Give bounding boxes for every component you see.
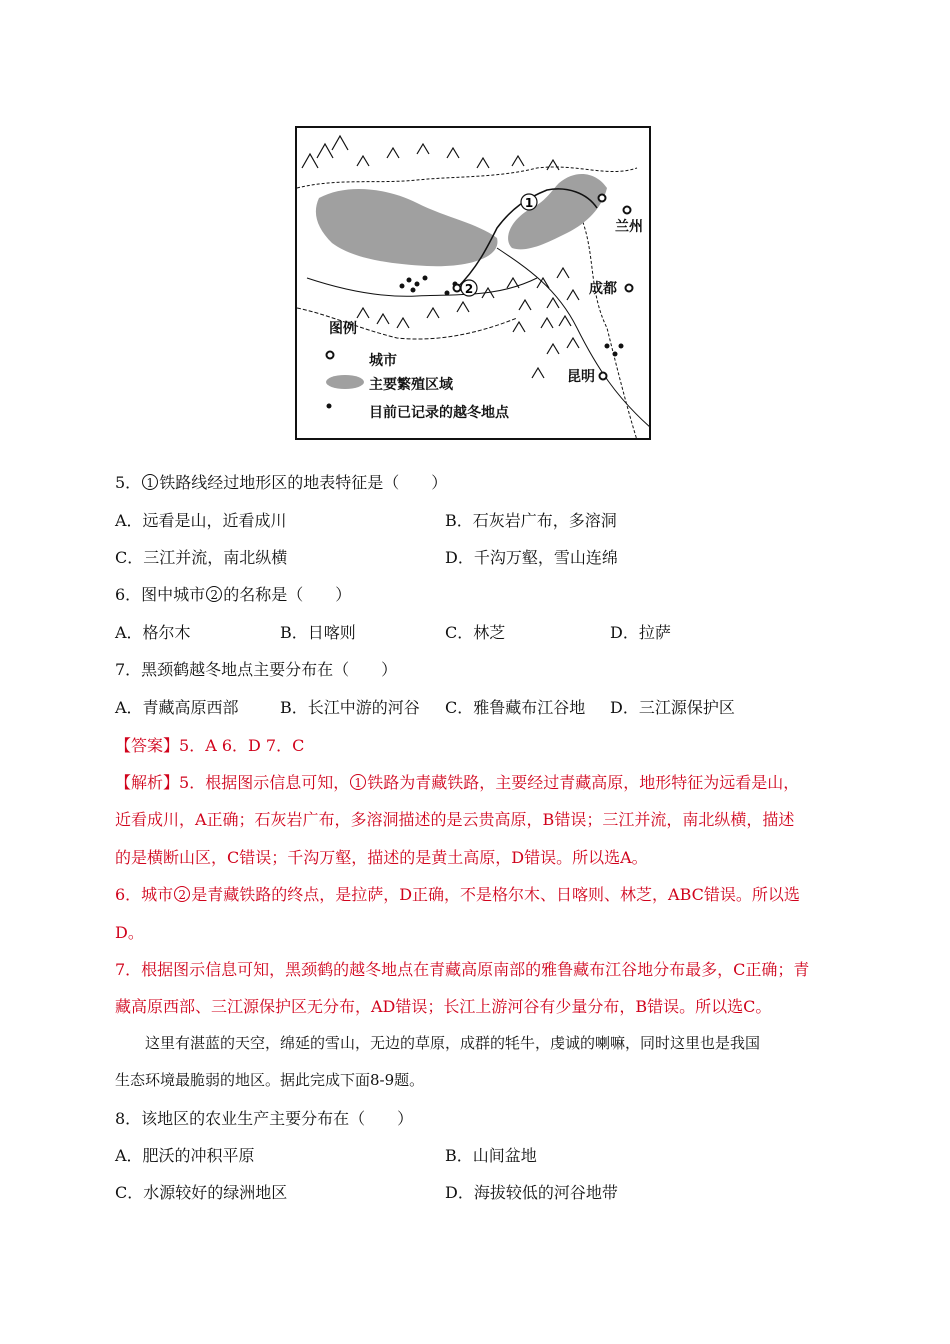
- analysis-p6-post: 是青藏铁路的终点，是拉萨，D正确，不是格尔木、日喀则、林芝，ABC错误。所以选: [191, 885, 800, 904]
- q8-stem: 8．该地区的农业生产主要分布在（ ）: [115, 1109, 414, 1128]
- analysis-p5-post: 铁路为青藏铁路，主要经过青藏高原，地形特征为远看是山，: [367, 773, 800, 792]
- city-label-kunming: 昆明: [567, 369, 595, 385]
- q5-option-d: D．千沟万壑，雪山连绵: [445, 548, 618, 567]
- legend-breeding: [325, 374, 453, 394]
- q6-option-a: A．格尔木: [115, 623, 191, 642]
- q7-option-c: C．雅鲁藏布江谷地: [445, 698, 586, 717]
- answer-line: [115, 733, 304, 756]
- q5-number: 5．: [115, 473, 142, 492]
- analysis-p7-line1: 7．根据图示信息可知，黑颈鹤的越冬地点在青藏高原南部的雅鲁藏布江谷地分布最多，C正确；青: [115, 960, 810, 979]
- breeding-areas: [316, 174, 607, 266]
- marker-1-label: 1: [524, 196, 534, 210]
- analysis-p6-line2: D。: [115, 923, 144, 942]
- analysis-p5-pre: 5．根据图示信息可知，: [179, 773, 350, 792]
- analysis-p6-ref-marker: 2: [174, 886, 190, 902]
- q6-stem-pre: 6．图中城市: [115, 585, 206, 604]
- analysis-label: 【解析】: [115, 773, 180, 792]
- q5-option-c: C．三江并流，南北纵横: [115, 548, 288, 567]
- q8-option-b: B．山间盆地: [445, 1146, 537, 1165]
- q6-stem: [115, 582, 351, 605]
- q6-ref-marker: 2: [206, 586, 222, 602]
- q5-ref-marker: 1: [142, 474, 158, 490]
- q8-option-a: A．肥沃的冲积平原: [115, 1146, 255, 1165]
- analysis-p5-line3: 的是横断山区，C错误；千沟万壑，描述的是黄土高原，D错误。所以选A。: [115, 848, 648, 867]
- q7-option-d: D．三江源保护区: [610, 698, 735, 717]
- q6-option-c: C．林芝: [445, 623, 506, 642]
- legend-city-label: 城市: [369, 353, 397, 369]
- legend-city: [325, 350, 397, 370]
- q8-option-c: C．水源较好的绿洲地区: [115, 1183, 288, 1202]
- q8-option-d: D．海拔较低的河谷地带: [445, 1183, 618, 1202]
- analysis-p7-line2: 藏高原西部、三江源保护区无分布，AD错误；长江上游河谷有少量分布，B错误。所以选C。: [115, 997, 772, 1016]
- q5-stem-text: 铁路线经过地形区的地表特征是（ ）: [159, 473, 448, 492]
- q5-option-a: A．远看是山，近看成川: [115, 511, 287, 530]
- legend-title: 图例: [329, 321, 357, 337]
- q6-option-b: B．日喀则: [280, 623, 356, 642]
- analysis-p5-line2: 近看成川，A正确；石灰岩广布，多溶洞描述的是云贵高原，B错误；三江并流，南北纵横，描述: [115, 810, 795, 829]
- answer-label: 【答案】: [115, 736, 180, 755]
- q7-option-a: A．青藏高原西部: [115, 698, 239, 717]
- legend-wintering: [325, 402, 509, 422]
- q7-option-b: B．长江中游的河谷: [280, 698, 420, 717]
- legend-wintering-label: 目前已记录的越冬地点: [369, 405, 509, 421]
- passage-line2: 生态环境最脆弱的地区。据此完成下面8-9题。: [115, 1071, 425, 1089]
- analysis-p5-ref-marker: 1: [350, 774, 366, 790]
- legend-breeding-label: 主要繁殖区域: [369, 377, 453, 393]
- city-label-chengdu: 成都: [589, 281, 617, 297]
- city-label-lanzhou: 兰州: [615, 219, 643, 235]
- q7-stem: 7．黑颈鹤越冬地点主要分布在（ ）: [115, 660, 398, 679]
- q6-stem-post: 的名称是（ ）: [223, 585, 352, 604]
- analysis-p5-line1: [115, 770, 799, 793]
- q6-option-d: D．拉萨: [610, 623, 671, 642]
- answer-text: 5．A 6．D 7．C: [179, 736, 305, 755]
- q5-stem: [115, 470, 447, 493]
- marker-2-label: 2: [464, 282, 474, 296]
- passage-line1: 这里有湛蓝的天空，绵延的雪山，无边的草原，成群的牦牛，虔诚的喇嘛，同时这里也是我国: [145, 1034, 761, 1052]
- q5-option-b: B．石灰岩广布，多溶洞: [445, 511, 617, 530]
- map-figure: [295, 126, 651, 440]
- analysis-p6-pre: 6．城市: [115, 885, 174, 904]
- analysis-p6-line1: [115, 882, 800, 905]
